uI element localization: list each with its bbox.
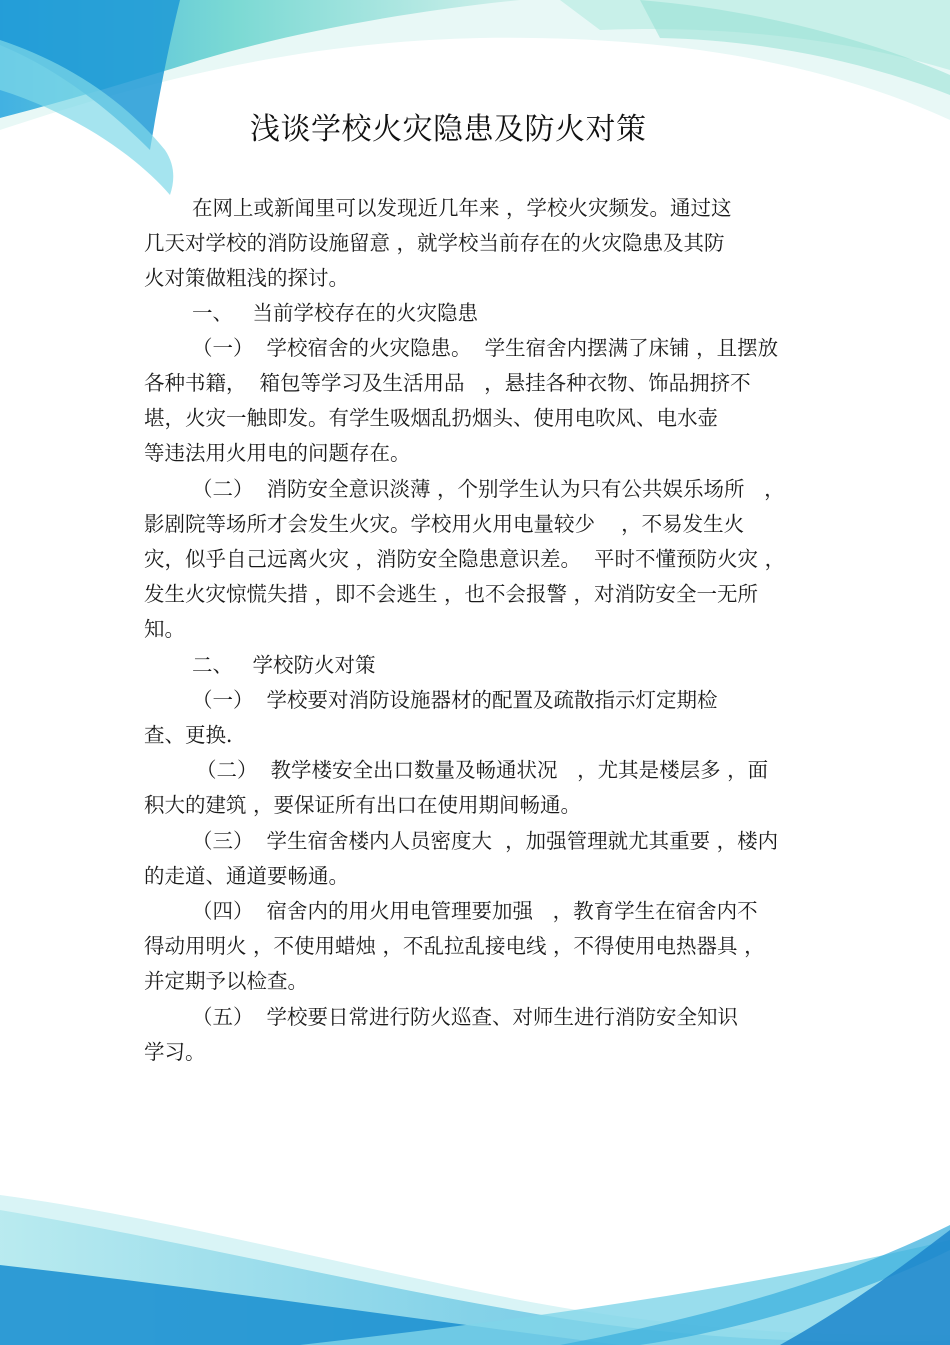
paragraph-line: 的走道、通道要畅通。 [144,864,349,888]
section-heading: 一、 当前学校存在的火灾隐患 [192,301,479,325]
paragraph-line: 在网上或新闻里可以发现近几年来 ，学校火灾频发。通过这 [192,196,732,220]
paragraph-line: （一） 学校宿舍的火灾隐患。 学生宿舍内摆满了床铺 ，且摆放 [192,336,779,360]
document-title: 浅谈学校火灾隐患及防火对策 [250,112,647,147]
paragraph-line: 几天对学校的消防设施留意 ，就学校当前存在的火灾隐患及其防 [144,231,725,255]
paragraph-line: 查、更换． [144,723,247,747]
paragraph-line: 灾，似乎自己远离火灾 ，消防安全隐患意识差。 平时不懂预防火灾 ， [144,547,786,571]
paragraph-line: （三） 学生宿舍楼内人员密度大 ，加强管理就尤其重要 ，楼内 [192,829,779,853]
paragraph-line: 等违法用火用电的问题存在。 [144,441,411,465]
paragraph-line: 火对策做粗浅的探讨。 [144,266,349,290]
paragraph-line: 并定期予以检查。 [144,969,308,993]
paragraph-line: （一） 学校要对消防设施器材的配置及疏散指示灯定期检 [192,688,718,712]
paragraph-line: 知。 [144,617,185,641]
section-heading: 二、 学校防火对策 [192,653,376,677]
paragraph-line: （二） 消防安全意识淡薄 ，个别学生认为只有公共娱乐场所 ， [192,477,785,501]
paragraph-line: 各种书籍， 箱包等学习及生活用品 ，悬挂各种衣物、饰品拥挤不 [144,371,751,395]
paragraph-line: （四） 宿舍内的用火用电管理要加强 ，教育学生在宿舍内不 [192,899,758,923]
paragraph-line: 学习。 [144,1040,206,1064]
paragraph-line: （二） 教学楼安全出口数量及畅通状况 ，尤其是楼层多 ，面 [196,758,769,782]
paragraph-line: 发生火灾惊慌失措 ，即不会逃生 ，也不会报警 ，对消防安全一无所 [144,582,759,606]
paragraph-line: 积大的建筑 ，要保证所有出口在使用期间畅通。 [144,793,582,817]
paragraph-line: 堪，火灾一触即发。有学生吸烟乱扔烟头、使用电吹风、电水壶 [144,406,718,430]
paragraph-line: （五） 学校要日常进行防火巡查、对师生进行消防安全知识 [192,1005,739,1029]
paragraph-line: 得动用明火 ，不使用蜡烛 ，不乱拉乱接电线 ，不得使用电热器具 ， [144,934,765,958]
paragraph-line: 影剧院等场所才会发生火灾。学校用火用电量较少 ，不易发生火 [144,512,745,536]
